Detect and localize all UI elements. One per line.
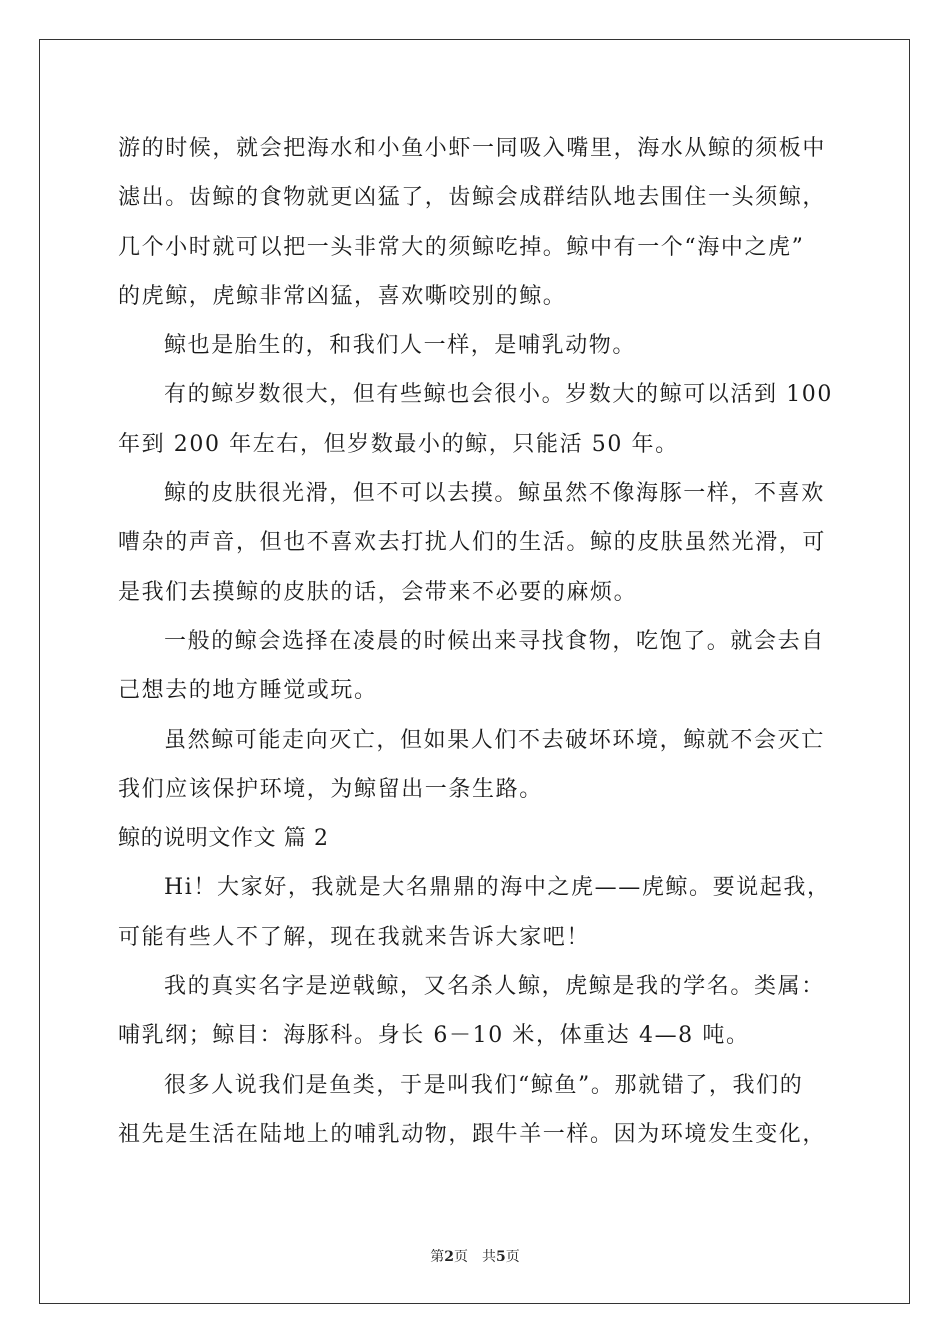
- page-current: 2: [444, 1249, 454, 1265]
- text-line: 嘈杂的声音，但也不喜欢去打扰人们的生活。鲸的皮肤虽然光滑，可: [118, 530, 827, 556]
- text-line: 哺乳纲；鲸目：海豚科。身长 6－10 米，体重达 4—8 吨。: [118, 1023, 750, 1049]
- page-suffix: 页: [505, 1249, 520, 1265]
- paragraph-start: 虽然鲸可能走向灭亡，但如果人们不去破坏环境，鲸就不会灭亡: [164, 727, 825, 753]
- document-body: [118, 124, 834, 1159]
- text-line: 的虎鲸，虎鲸非常凶猛，喜欢嘶咬别的鲸。: [118, 283, 567, 309]
- paragraph-start: 鲸也是胎生的，和我们人一样，是哺乳动物。: [164, 333, 637, 359]
- text-line: 几个小时就可以把一头非常大的须鲸吃掉。鲸中有一个“海中之虎”: [118, 234, 805, 260]
- page-mid: 页 共: [454, 1249, 496, 1265]
- paragraph-start: 有的鲸岁数很大，但有些鲸也会很小。岁数大的鲸可以活到 100: [164, 382, 833, 408]
- section-heading: 鲸的说明文作文 篇 2: [118, 826, 329, 852]
- paragraph-start: 很多人说我们是鱼类，于是叫我们“鲸鱼”。那就错了，我们的: [164, 1072, 804, 1098]
- text-line: 滤出。齿鲸的食物就更凶猛了，齿鲸会成群结队地去围住一头须鲸，: [118, 185, 827, 211]
- paragraph-start: 我的真实名字是逆戟鲸，又名杀人鲸，虎鲸是我的学名。类属：: [164, 974, 825, 1000]
- text-line: 祖先是生活在陆地上的哺乳动物，跟牛羊一样。因为环境发生变化，: [118, 1121, 827, 1147]
- paragraph-start: 一般的鲸会选择在凌晨的时候出来寻找食物，吃饱了。就会去自: [164, 628, 825, 654]
- text-line: 己想去的地方睡觉或玩。: [118, 678, 378, 704]
- text-line: 是我们去摸鲸的皮肤的话，会带来不必要的麻烦。: [118, 579, 638, 605]
- page-prefix: 第: [430, 1249, 445, 1265]
- page-total: 5: [496, 1249, 506, 1265]
- text-line: 游的时候，就会把海水和小鱼小虾一同吸入嘴里，海水从鲸的须板中: [118, 136, 827, 161]
- text-line: 我们应该保护环境，为鲸留出一条生路。: [118, 776, 543, 802]
- text-line: 年到 200 年左右，但岁数最小的鲸，只能活 50 年。: [118, 431, 679, 457]
- text-line: 可能有些人不了解，现在我就来告诉大家吧！: [118, 924, 591, 950]
- page-footer: [0, 1246, 950, 1266]
- paragraph-start: Hi！大家好，我就是大名鼎鼎的海中之虎——虎鲸。要说起我，: [164, 875, 831, 901]
- paragraph-start: 鲸的皮肤很光滑，但不可以去摸。鲸虽然不像海豚一样，不喜欢: [164, 481, 825, 507]
